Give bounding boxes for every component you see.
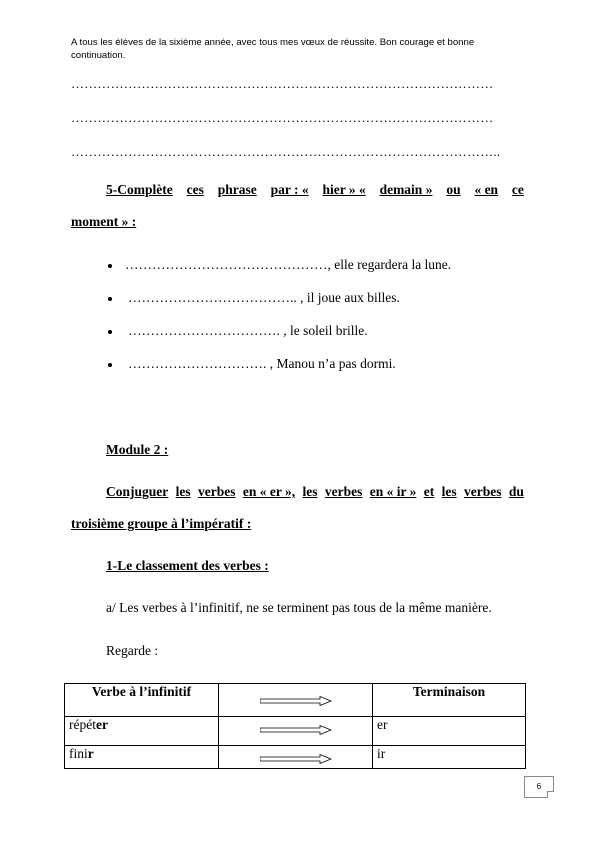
module-subtitle-word: verbes <box>464 484 502 499</box>
exercise5-item-2: ……………………………….. , il joue aux billes. <box>128 290 400 305</box>
header-ending: Terminaison <box>373 684 526 717</box>
bullet-icon <box>108 330 112 334</box>
exercise5-title-word: par : « <box>270 182 309 197</box>
table-header-row <box>65 684 526 717</box>
module-subtitle-word: du <box>508 484 524 499</box>
table-row <box>65 717 526 746</box>
verb-stem: fini <box>69 746 88 761</box>
verb-stem: répét <box>69 717 96 732</box>
exercise5-item-4: …………………………. , Manou n’a pas dormi. <box>128 356 396 371</box>
exercise5-title-word: 5-Complète <box>106 182 173 197</box>
section1-title: 1-Le classement des verbes : <box>106 558 269 573</box>
module-title: Module 2 : <box>106 442 169 457</box>
bullet-icon <box>108 363 112 367</box>
arrow-cell <box>219 717 373 746</box>
header-note: A tous les élèves de la sixième année, avec tous mes vœux de réussite. Bon courage et bonne continuation. <box>71 37 475 61</box>
module-subtitle-word: verbes <box>198 484 236 499</box>
arrow-right-icon <box>260 725 332 735</box>
exercise5-title-word: ces <box>186 182 204 197</box>
verb-table <box>64 683 526 769</box>
header-verb-infinitive: Verbe à l’infinitif <box>65 684 219 717</box>
header-arrow-cell <box>219 684 373 717</box>
module-subtitle-word: verbes <box>324 484 363 499</box>
exercise5-title-word: demain » <box>379 182 433 197</box>
exercise5-item-1: ………………………………………, elle regardera la lune. <box>125 257 452 272</box>
module-subtitle-word: et <box>423 484 435 499</box>
bullet-icon <box>108 297 112 301</box>
answer-line-3: …………………………………………………………………………………….. <box>71 144 501 159</box>
module-subtitle-word: en « ir » <box>369 484 417 499</box>
exercise5-title-word: phrase <box>217 182 257 197</box>
page-number: 6 <box>524 776 554 798</box>
arrow-cell <box>219 746 373 769</box>
exercise5-title-word: ou <box>446 182 461 197</box>
answer-line-2: …………………………………………………………………………………… <box>71 110 494 125</box>
ending-cell: ir <box>373 746 526 769</box>
exercise5-item-3: ……………………………. , le soleil brille. <box>128 323 368 338</box>
module-subtitle-line2: troisième groupe à l’impératif : <box>71 516 252 531</box>
module-subtitle-word: les <box>441 484 457 499</box>
arrow-right-icon <box>260 754 332 764</box>
regarde-label: Regarde : <box>106 643 159 658</box>
module-subtitle-word: les <box>302 484 318 499</box>
exercise5-title-line1 <box>106 182 524 198</box>
section1-intro: a/ Les verbes à l’infinitif, ne se terminent pas tous de la même manière. <box>106 600 492 615</box>
ending-cell: er <box>373 717 526 746</box>
verb-cell <box>65 746 219 769</box>
exercise5-title-word: hier » « <box>322 182 366 197</box>
table-row <box>65 746 526 769</box>
verb-ending-bold: r <box>87 746 94 761</box>
arrow-right-icon <box>260 696 332 706</box>
verb-cell <box>65 717 219 746</box>
module-subtitle-word: Conjuguer <box>106 484 169 499</box>
exercise5-title-line2: moment » : <box>71 214 137 229</box>
verb-ending-bold: er <box>95 717 108 732</box>
exercise5-title-word: « en <box>474 182 499 197</box>
module-subtitle-word: en « er », <box>242 484 296 499</box>
module-subtitle-word: les <box>175 484 191 499</box>
answer-line-1: …………………………………………………………………………………… <box>71 76 494 91</box>
exercise5-title-word: ce <box>511 182 524 197</box>
bullet-icon <box>108 264 112 268</box>
module-subtitle-line1 <box>106 484 524 500</box>
